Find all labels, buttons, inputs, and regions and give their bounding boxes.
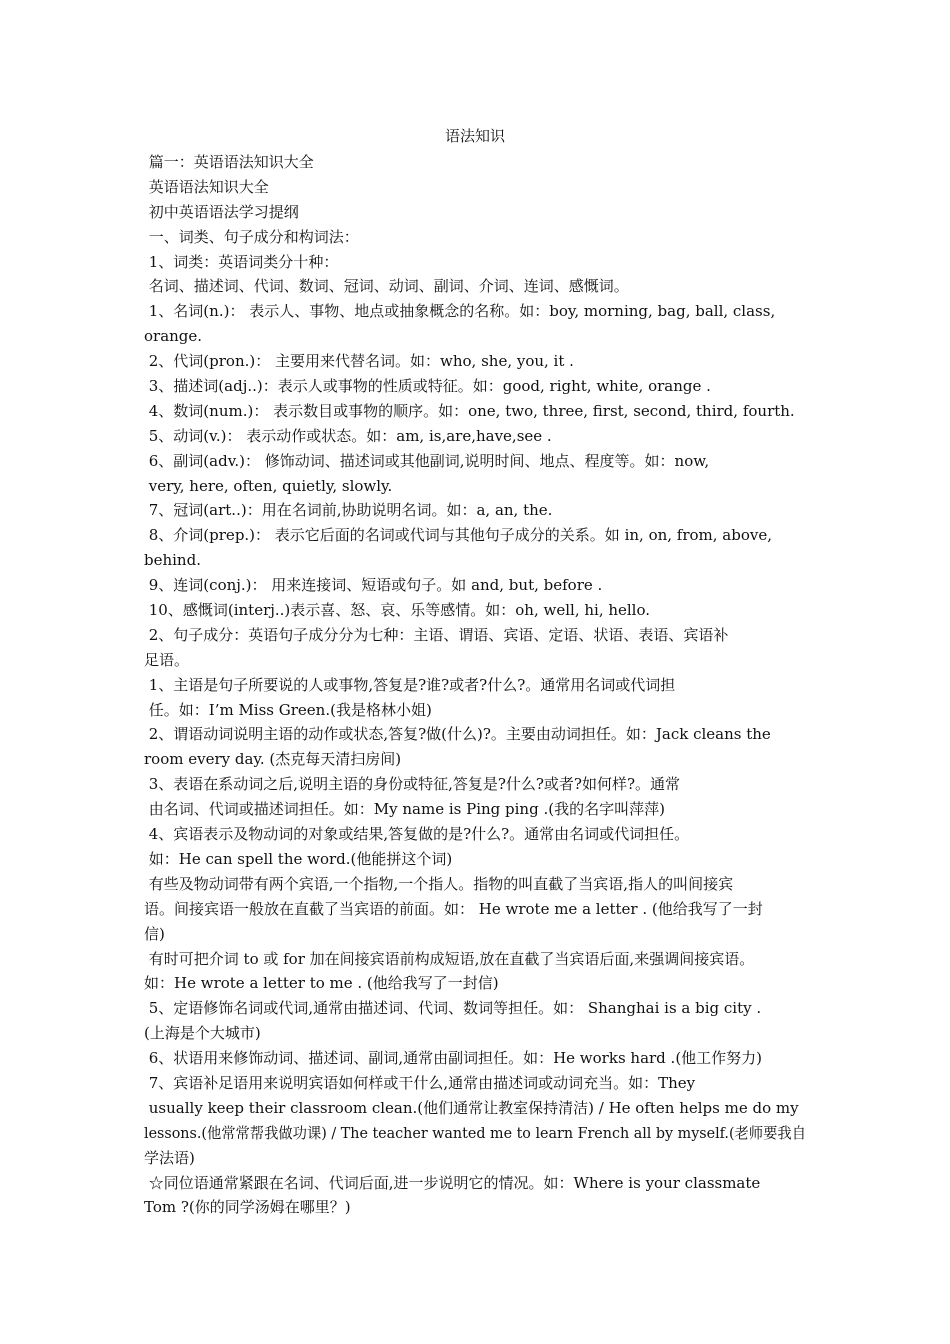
text-line: 英语语法知识大全 [144,177,269,196]
text-line: 如：He wrote a letter to me . (他给我写了一封信) [144,974,499,993]
text-line: 语。间接宾语一般放在直截了当宾语的前面。如： He wrote me a letter . (他给我写了一封 [144,899,763,918]
text-line: (上海是个大城市) [144,1024,261,1043]
text-line: orange. [144,327,203,346]
text-line: 3、表语在系动词之后,说明主语的身份或特征,答复是?什么?或者?如何样?。通常 [144,775,681,794]
text-line: 有些及物动词带有两个宾语,一个指物,一个指人。指物的叫直截了当宾语,指人的叫间接宾 [144,874,734,893]
text-line: 1、名词(n.)： 表示人、事物、地点或抽象概念的名称。如：boy, morning, bag, ball, class, [144,302,776,321]
text-line: 如：He can spell the word.(他能拼这个词) [144,849,453,868]
text-line: behind. [144,551,201,570]
text-line: 名词、描述词、代词、数词、冠词、动词、副词、介词、连词、感慨词。 [144,277,629,296]
text-line: 2、代词(pron.)： 主要用来代替名词。如：who, she, you, it . [144,352,574,371]
text-line: 1、词类：英语词类分十种： [144,252,339,271]
text-line: 2、谓语动词说明主语的动作或状态,答复?做(什么)?。主要由动词担任。如：Jack cleans the [144,725,771,744]
text-line: 5、定语修饰名词或代词,通常由描述词、代词、数词等担任。如： Shanghai is a big city . [144,999,762,1018]
text-line: 1、主语是句子所要说的人或事物,答复是?谁?或者?什么?。通常用名词或代词担 [144,675,676,694]
text-line: 6、副词(adv.)： 修饰动词、描述词或其他副词,说明时间、地点、程度等。如：now, [144,451,710,470]
text-line: Tom ?(你的同学汤姆在哪里？) [144,1198,351,1217]
document-title: 语法知识 [444,127,505,145]
text-line: 8、介词(prep.)： 表示它后面的名词或代词与其他句子成分的关系。如 in, on, from, above, [144,526,773,545]
text-line: 任。如：I’m Miss Green.(我是格林小姐) [144,700,432,719]
text-line: 学法语) [144,1148,195,1167]
text-line: 初中英语语法学习提纲 [144,202,299,221]
text-line: 由名词、代词或描述词担任。如：My name is Ping ping .(我的名字叫萍萍) [144,800,665,819]
text-line: 7、冠词(art..)：用在名词前,协助说明名词。如：a, an, the. [144,501,553,520]
text-line: lessons.(他常常帮我做功课) / The teacher wanted me to learn French all by myself.(老师要我自 [144,1123,806,1142]
text-line: 一、词类、句子成分和构词法： [144,227,359,246]
text-line: 4、宾语表示及物动词的对象或结果,答复做的是?什么?。通常由名词或代词担任。 [144,825,690,844]
text-line: 9、连词(conj.)： 用来连接词、短语或句子。如 and, but, before . [144,576,603,595]
text-line: 3、描述词(adj..)：表示人或事物的性质或特征。如：good, right, white, orange . [144,377,711,396]
text-line: room every day. (杰克每天清扫房间) [144,750,402,769]
text-line: 有时可把介词 to 或 for 加在间接宾语前构成短语,放在直截了当宾语后面,来强调间接宾语。 [144,949,755,968]
text-line: usually keep their classroom clean.(他们通常让教室保持清洁) / He often helps me do my [144,1098,799,1117]
text-line: 5、动词(v.)： 表示动作或状态。如：am, is,are,have,see . [144,426,552,445]
text-line: 2、句子成分：英语句子成分分为七种：主语、谓语、宾语、定语、状语、表语、宾语补 [144,625,729,644]
text-line: 4、数词(num.)： 表示数目或事物的顺序。如：one, two, three, first, second, third, fourth. [144,401,795,420]
text-line: 7、宾语补足语用来说明宾语如何样或干什么,通常由描述词或动词充当。如：They [144,1073,696,1092]
text-line: 6、状语用来修饰动词、描述词、副词,通常由副词担任。如：He works hard .(他工作努力) [144,1049,763,1068]
text-line: very, here, often, quietly, slowly. [144,476,393,495]
text-line: 信) [144,924,165,943]
text-line: 足语。 [144,650,190,669]
document-body [144,150,806,1220]
text-line: 10、感慨词(interj..)表示喜、怒、哀、乐等感情。如：oh, well, hi, hello. [144,601,651,620]
text-line: ☆同位语通常紧跟在名词、代词后面,进一步说明它的情况。如：Where is your classmate [144,1173,761,1192]
text-line: 篇一：英语语法知识大全 [144,153,314,171]
